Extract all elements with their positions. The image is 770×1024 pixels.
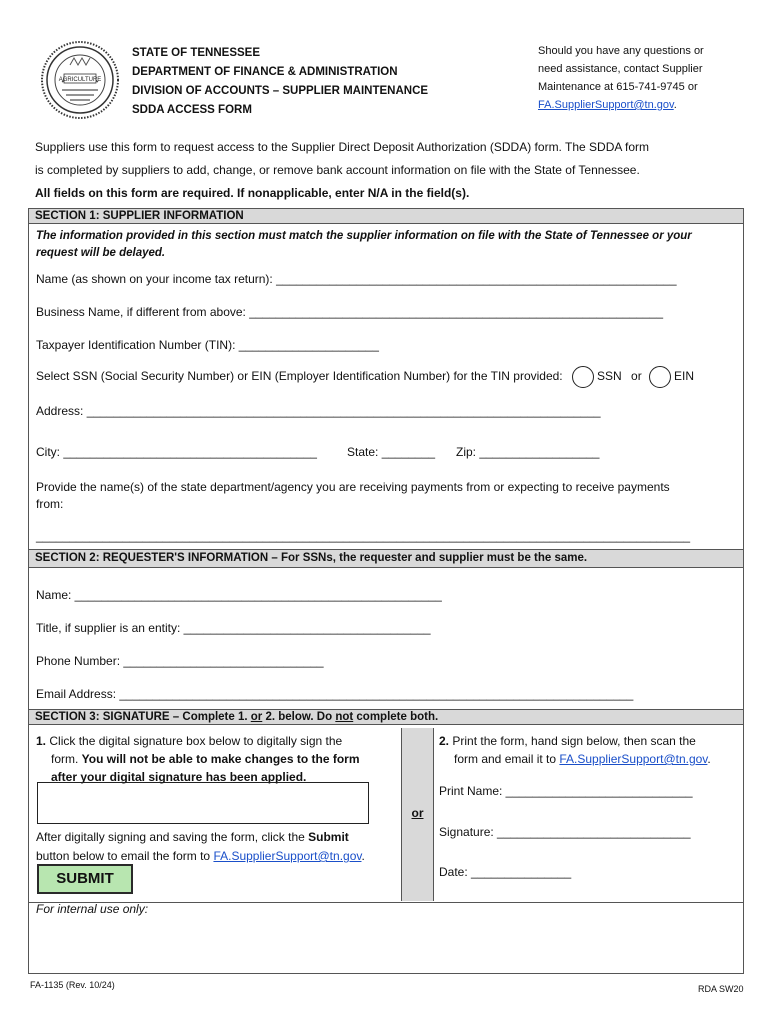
hand-sign-option: 2. Print the form, hand sign below, then scan the form and email it to FA.SupplierSupport@tn.gov. Print Name: ____________________________ Signature: _____________________________ Date: _______________ bbox=[439, 734, 711, 879]
digital-sign-option: 1. Click the digital signature box below to digitally sign the form. You will not be able to make changes to the form after your digital signature has been applied. After digitally signing and saving the form, click the Submit button below to email the form to FA.SupplierSupport@tn.gov. SUBMIT bbox=[29, 728, 401, 901]
requester-title-field[interactable]: Title, if supplier is an entity: _____________________________________ bbox=[36, 621, 431, 635]
ein-label: EIN bbox=[674, 369, 695, 384]
digital-signature-box[interactable] bbox=[37, 782, 369, 824]
section-3 bbox=[28, 709, 744, 903]
tin-type-label: Select SSN (Social Security Number) or EIN (Employer Identification Number) for the TIN provided: bbox=[36, 369, 563, 384]
address-field[interactable]: Address: _____________________________________________________________________________ bbox=[36, 404, 601, 418]
form-number: FA-1135 (Rev. 10/24) bbox=[30, 980, 115, 990]
internal-use-box bbox=[28, 901, 744, 974]
internal-use-label: For internal use only: bbox=[36, 902, 149, 916]
submit-button[interactable]: SUBMIT bbox=[37, 864, 133, 894]
form-header bbox=[132, 44, 428, 120]
agency-prompt: Provide the name(s) of the state department/agency you are receiving payments from or expecting to receive payments from: bbox=[36, 480, 670, 511]
section-3-title: SECTION 3: SIGNATURE – Complete 1. or 2. below. Do not complete both. bbox=[29, 710, 743, 725]
tin-type-row: Select SSN (Social Security Number) or EIN (Employer Identification Number) for the TIN provided: SSN or EIN bbox=[36, 366, 694, 388]
print-name-field[interactable]: Print Name: ____________________________ bbox=[439, 784, 693, 798]
section-1 bbox=[28, 208, 744, 551]
intro-text: Suppliers use this form to request access to the Supplier Direct Deposit Authorization (SDDA) form. The SDDA form is completed by suppliers to add, change, or remove bank account information on file with the State of Tennessee. All fields on this form are required. If nonapplicable, enter N/A in the field(s). bbox=[35, 136, 745, 205]
header-department: DEPARTMENT OF FINANCE & ADMINISTRATION bbox=[132, 66, 398, 78]
ein-radio[interactable] bbox=[649, 366, 671, 388]
supplier-name-field[interactable]: Name (as shown on your income tax return): ____________________________________________________________ bbox=[36, 272, 677, 286]
section-2-title: SECTION 2: REQUESTER'S INFORMATION – For SSNs, the requester and supplier must be the same. bbox=[29, 550, 743, 568]
tennessee-state-seal bbox=[40, 40, 120, 120]
submit-email-link[interactable]: FA.SupplierSupport@tn.gov bbox=[213, 849, 362, 863]
state-field[interactable]: State: ________ bbox=[347, 445, 436, 459]
header-state: STATE OF TENNESSEE bbox=[132, 47, 261, 59]
contact-info: Should you have any questions or need assistance, contact Supplier Maintenance at 615-741-9745 or FA.SupplierSupport@tn.gov. bbox=[538, 45, 704, 111]
section-1-title: SECTION 1: SUPPLIER INFORMATION bbox=[29, 209, 743, 224]
zip-field[interactable]: Zip: __________________ bbox=[456, 445, 600, 459]
header-division: DIVISION OF ACCOUNTS – SUPPLIER MAINTENANCE bbox=[132, 85, 429, 97]
phone-field[interactable]: Phone Number: ______________________________ bbox=[36, 654, 324, 668]
agency-field[interactable]: __________________________________________________________________________________________________ bbox=[36, 529, 691, 543]
section-2 bbox=[28, 549, 744, 711]
header-form-title: SDDA ACCESS FORM bbox=[132, 104, 252, 116]
requester-name-field[interactable]: Name: _______________________________________________________ bbox=[36, 588, 442, 602]
required-note: All fields on this form are required. If nonapplicable, enter N/A in the field(s). bbox=[35, 186, 470, 200]
email-field[interactable]: Email Address: _____________________________________________________________________________ bbox=[36, 687, 634, 701]
business-name-field[interactable]: Business Name, if different from above: ______________________________________________________________ bbox=[36, 305, 663, 319]
ssn-radio[interactable] bbox=[572, 366, 594, 388]
hand-sign-email-link[interactable]: FA.SupplierSupport@tn.gov bbox=[559, 752, 708, 766]
tin-field[interactable]: Taxpayer Identification Number (TIN): _____________________ bbox=[36, 338, 379, 352]
ssn-label: SSN bbox=[596, 369, 622, 384]
signature-field[interactable]: Signature: _____________________________ bbox=[439, 825, 691, 839]
city-field[interactable]: City: ______________________________________ bbox=[36, 445, 317, 459]
date-field[interactable]: Date: _______________ bbox=[439, 865, 572, 879]
form-code: RDA SW20 bbox=[698, 984, 744, 994]
seal-text: AGRICULTURE bbox=[58, 77, 102, 83]
section-1-note: The information provided in this section must match the supplier information on file with the State of Tennessee or your request will be delayed. bbox=[36, 230, 692, 259]
contact-email-link[interactable]: FA.SupplierSupport@tn.gov bbox=[538, 99, 674, 111]
or-divider: or bbox=[401, 728, 434, 901]
